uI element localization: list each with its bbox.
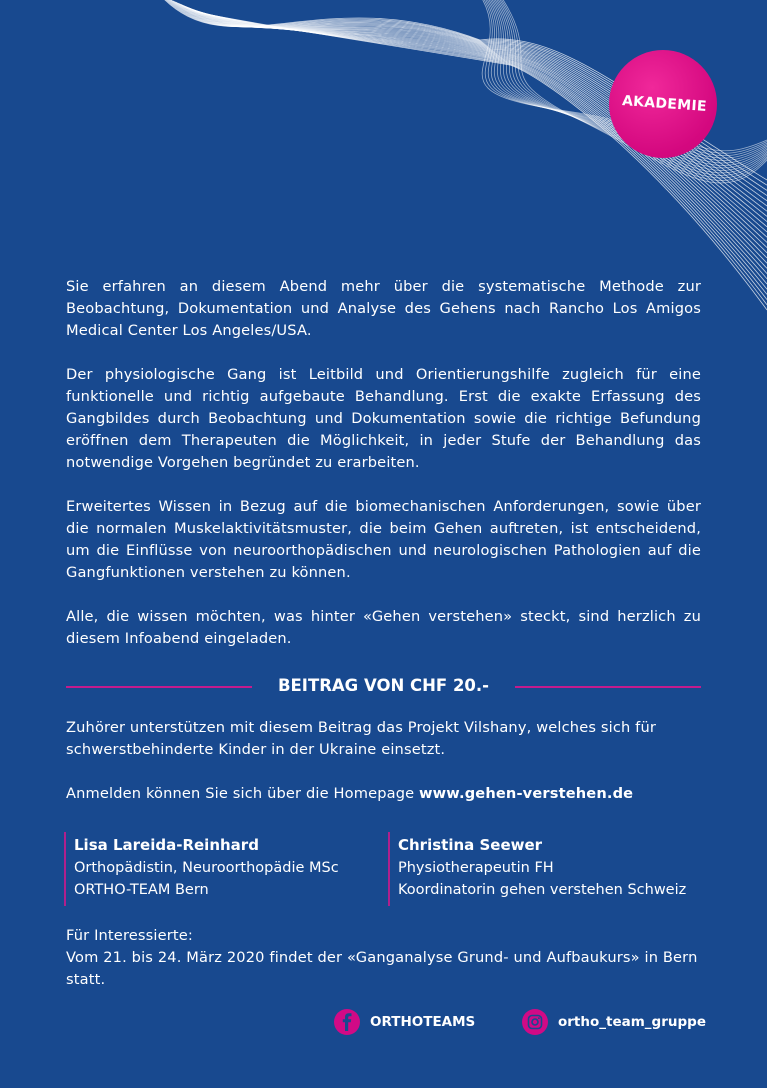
contact-name: Christina Seewer xyxy=(398,836,543,854)
fee-info xyxy=(66,717,701,805)
intro-paragraph: Sie erfahren an diesem Abend mehr über die systematische Methode zur Beobachtung, Dokumentation und Analyse des Gehens nach Rancho Los Amigos Medical Center Los Angeles/USA. xyxy=(66,278,701,339)
contact-name: Lisa Lareida-Reinhard xyxy=(74,836,259,854)
fee-title: BEITRAG VON CHF 20.- xyxy=(277,676,490,695)
register-text xyxy=(66,783,701,805)
facebook-icon xyxy=(334,1009,360,1035)
register-prefix: Anmelden können Sie sich über die Homepage xyxy=(66,785,420,802)
facebook-link[interactable] xyxy=(334,1008,475,1036)
contact-role: Orthopädistin, Neuroorthopädie MSc xyxy=(74,860,339,876)
interest-section xyxy=(66,925,706,991)
akademie-label: AKADEMIE xyxy=(621,93,707,115)
instagram-link[interactable] xyxy=(522,1008,706,1036)
akademie-badge xyxy=(609,50,717,158)
divider-line-left xyxy=(66,686,252,688)
decorative-wave-lines xyxy=(0,0,767,320)
homepage-link[interactable]: www.gehen-verstehen.de xyxy=(419,785,634,802)
contact-organization: ORTHO-TEAM Bern xyxy=(74,882,209,898)
intro-paragraph: Der physiologische Gang ist Leitbild und Orientierungshilfe zugleich für eine funktionelle und richtig aufgebaute Behandlung. Erst die exakte Erfassung des Gangbildes durch Beobachtung und Dokumentation sowie die richtige Befundung eröffnen dem Therapeuten die Möglichkeit, in jeder Stufe der Behandlung das notwendige Vorgehen begründet zu erarbeiten. xyxy=(66,366,701,471)
contact-card xyxy=(64,832,339,906)
contact-card xyxy=(388,832,686,906)
fee-heading-row xyxy=(66,674,701,698)
intro-paragraph: Erweitertes Wissen in Bezug auf die biomechanischen Anforderungen, sowie über die normalen Muskelaktivitätsmuster, die beim Gehen auftreten, ist entscheidend, um die Einflüsse von neuroorthopädischen und neurologischen Pathologien auf die Gangfunktionen verstehen zu können. xyxy=(66,498,701,581)
instagram-icon xyxy=(522,1009,548,1035)
support-text: Zuhörer unterstützen mit diesem Beitrag das Projekt Vilshany, welches sich für schwerstbehinderte Kinder in der Ukraine einsetzt. xyxy=(66,719,657,758)
instagram-label: ortho_team_gruppe xyxy=(558,1014,706,1030)
divider-line-right xyxy=(515,686,701,688)
intro-paragraph: Alle, die wissen möchten, was hinter «Gehen verstehen» steckt, sind herzlich zu diesem Infoabend eingeladen. xyxy=(66,608,701,647)
interest-text: Vom 21. bis 24. März 2020 findet der «Ganganalyse Grund- und Aufbaukurs» in Bern statt. xyxy=(66,949,698,988)
contact-organization: Koordinatorin gehen verstehen Schweiz xyxy=(398,882,687,898)
contacts xyxy=(64,832,704,906)
interest-heading: Für Interessierte: xyxy=(66,927,193,944)
contact-role: Physiotherapeutin FH xyxy=(398,860,554,876)
facebook-label: ORTHOTEAMS xyxy=(370,1014,476,1030)
intro-text xyxy=(66,276,701,650)
